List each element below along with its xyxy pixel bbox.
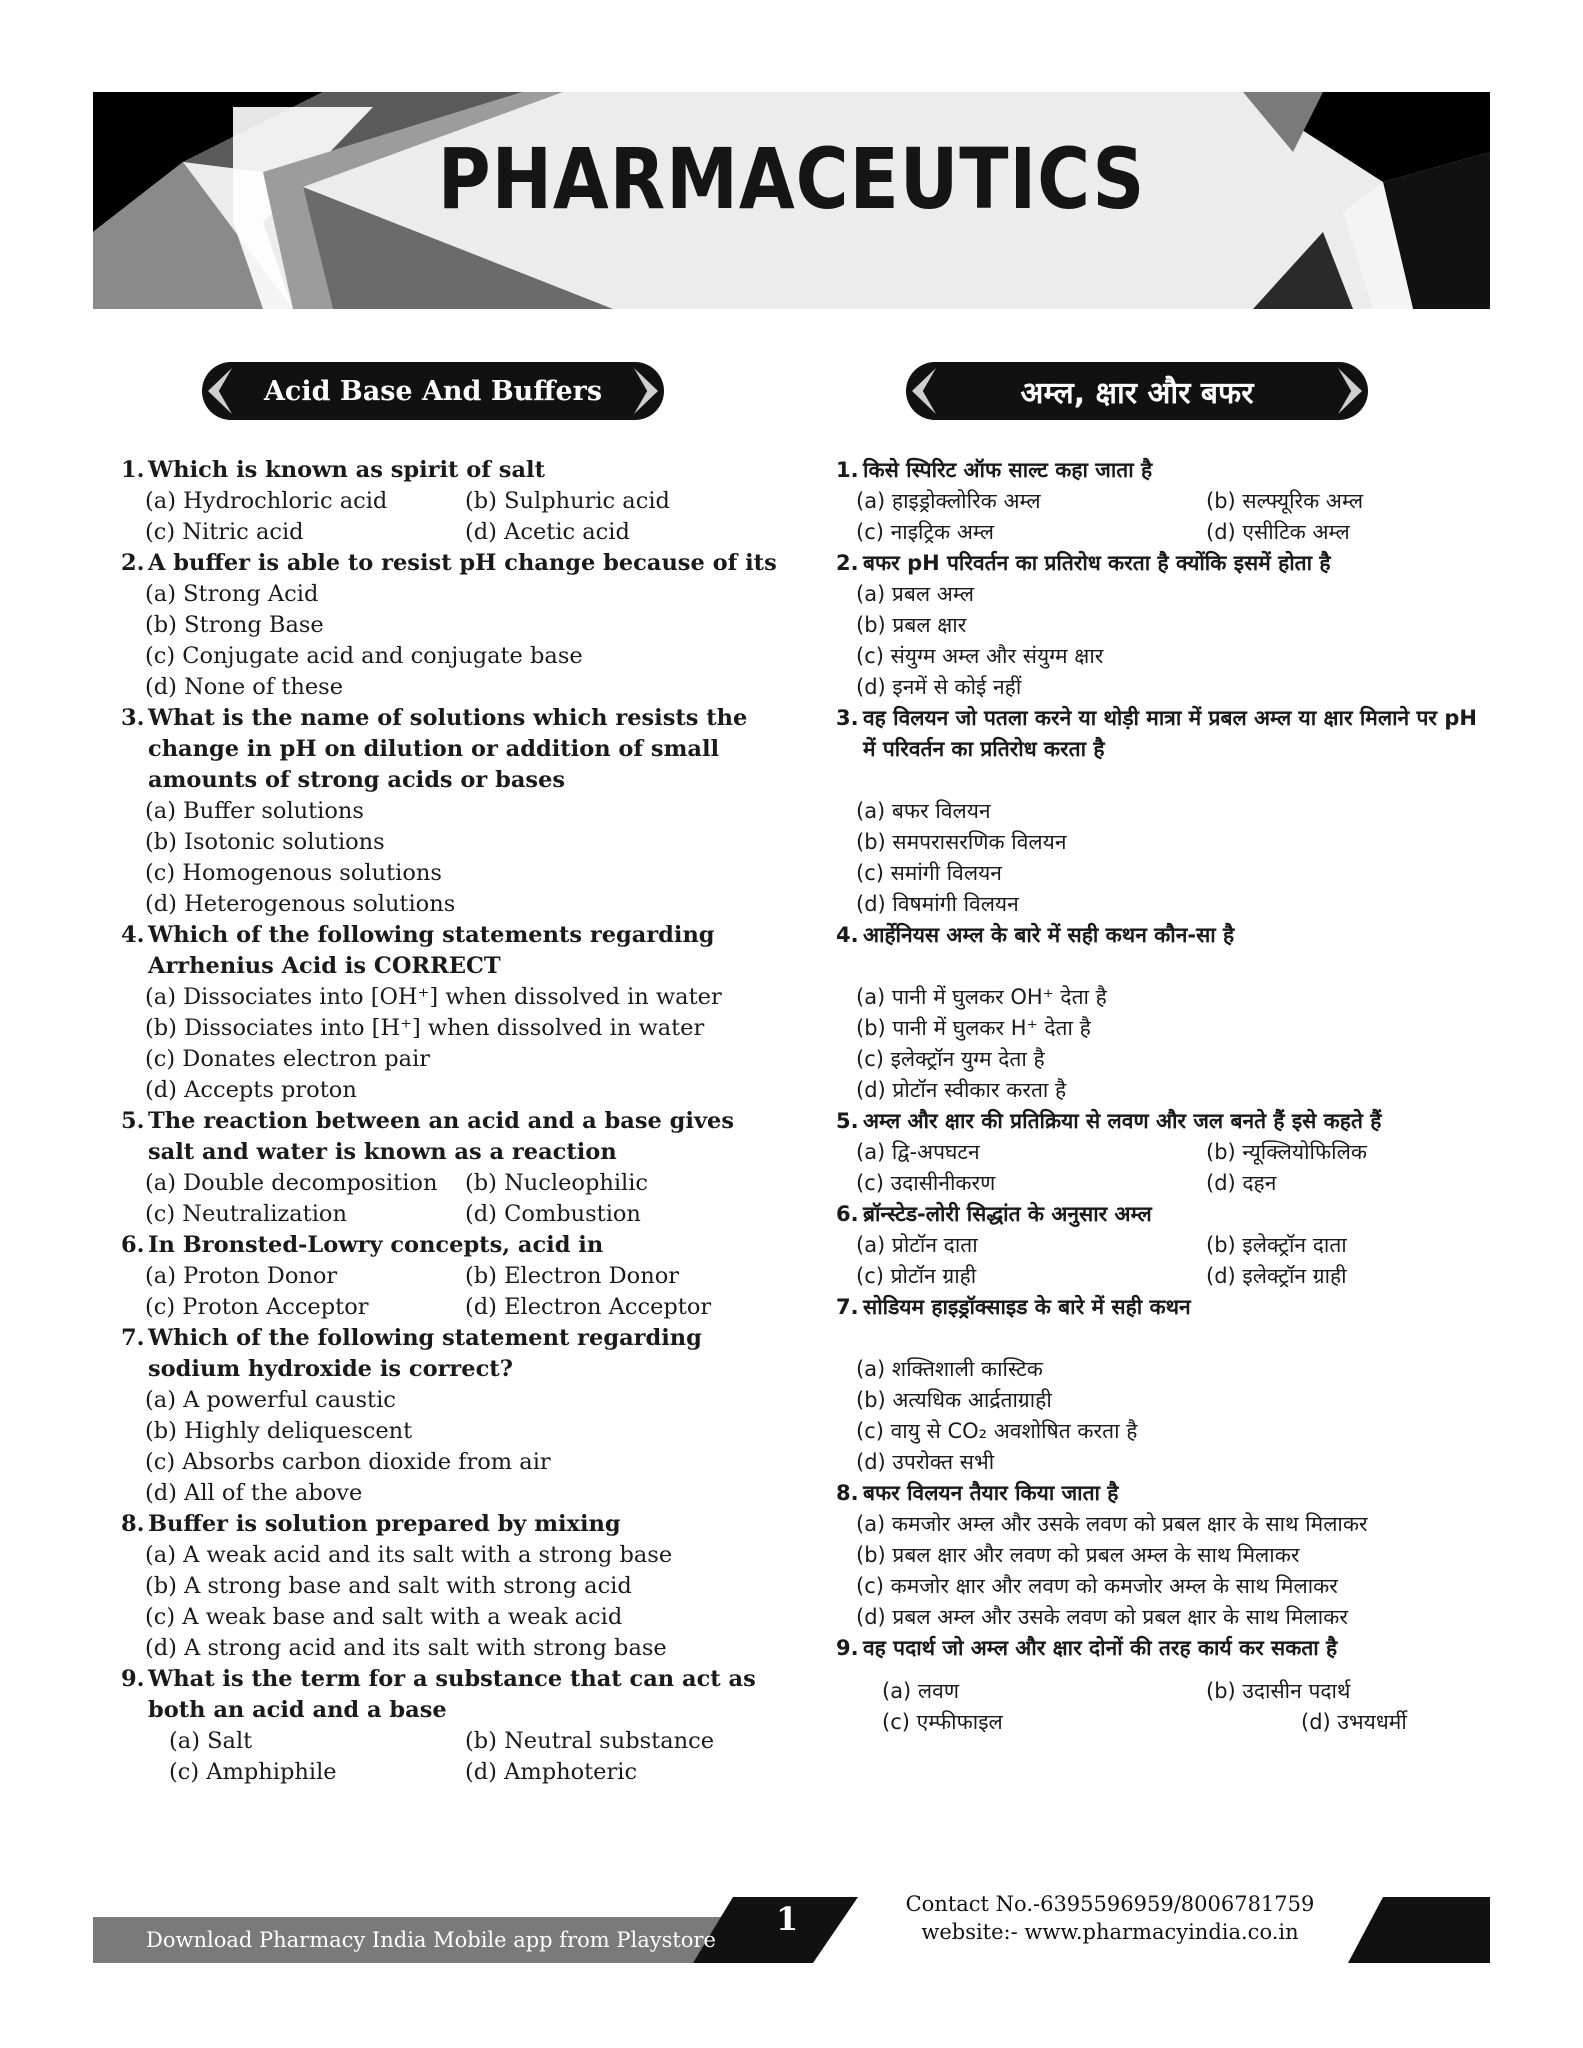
question-text: Which of the following statement regarding sodium hydroxide is correct? (148, 1325, 702, 1382)
option-a: (a) Dissociates into [OH⁺] when dissolved in water (145, 984, 722, 1010)
option-b: (b) पानी में घुलकर H⁺ देता है (856, 1016, 1091, 1040)
option-d: (d) उपरोक्त सभी (856, 1450, 995, 1474)
option-a: (a) हाइड्रोक्लोरिक अम्ल (856, 489, 1041, 513)
question-9 (121, 1664, 781, 1788)
question-9 (836, 1633, 1496, 1738)
option-a: (a) पानी में घुलकर OH⁺ देता है (856, 985, 1107, 1009)
question-5 (836, 1106, 1496, 1199)
question-text: What is the name of solutions which resists the change in pH on dilution or addition of small amounts of strong acids or bases (148, 705, 748, 793)
option-a: (a) Buffer solutions (145, 798, 364, 824)
option-a: (a) Salt (169, 1728, 253, 1754)
question-text: Buffer is solution prepared by mixing (148, 1511, 621, 1537)
options (836, 982, 1496, 1106)
arrow-right-icon (1338, 368, 1362, 414)
question-text: वह विलयन जो पतला करने या थोड़ी मात्रा में प्रबल अम्ल या क्षार मिलाने पर pH में परिवर्तन का प्रतिरोध करता है (863, 706, 1477, 761)
option-c: (c) Proton Acceptor (145, 1294, 369, 1320)
option-b: (b) अत्यधिक आर्द्रताग्राही (856, 1388, 1052, 1412)
option-a: (a) प्रोटॉन दाता (856, 1233, 978, 1257)
options (121, 1385, 781, 1509)
option-d: (d) प्रबल अम्ल और उसके लवण को प्रबल क्षार के साथ मिलाकर (856, 1605, 1348, 1629)
options (121, 1261, 781, 1323)
option-c: (c) कमजोर क्षार और लवण को कमजोर अम्ल के साथ मिलाकर (856, 1574, 1338, 1598)
option-c: (c) A weak base and salt with a weak acid (145, 1604, 623, 1630)
question-1 (121, 455, 781, 548)
section-title-hindi-text: अम्ल, क्षार और बफर (1020, 375, 1254, 411)
question-text: किसे स्पिरिट ऑफ साल्ट कहा जाता है (863, 458, 1153, 482)
option-b: (b) Electron Donor (465, 1263, 680, 1289)
question-number: 3. (121, 705, 145, 731)
option-c: (c) इलेक्ट्रॉन युग्म देता है (856, 1047, 1045, 1071)
option-a: (a) बफर विलयन (856, 799, 991, 823)
option-b: (b) Neutral substance (465, 1728, 715, 1754)
option-c: (c) Neutralization (145, 1201, 347, 1227)
options (121, 486, 781, 548)
option-b: (b) प्रबल क्षार (856, 613, 967, 637)
question-6 (121, 1230, 781, 1323)
option-b: (b) समपरासरणिक विलयन (856, 830, 1067, 854)
question-text: A buffer is able to resist pH change because of its (148, 550, 777, 576)
option-a: (a) लवण (882, 1679, 960, 1703)
question-number: 6. (121, 1232, 145, 1258)
header-banner (93, 92, 1490, 309)
question-3 (836, 703, 1496, 920)
page-title: PHARMACEUTICS (437, 130, 1146, 228)
option-a: (a) Double decomposition (145, 1170, 438, 1196)
option-b: (b) Dissociates into [H⁺] when dissolved in water (145, 1015, 705, 1041)
question-4 (836, 920, 1496, 1106)
question-number: 7. (121, 1325, 145, 1351)
website: website:- www.pharmacyindia.co.in (921, 1920, 1299, 1944)
option-d: (d) A strong acid and its salt with strong base (145, 1635, 667, 1661)
option-c: (c) वायु से CO₂ अवशोषित करता है (856, 1419, 1138, 1443)
option-d: (d) All of the above (145, 1480, 363, 1506)
option-d: (d) Combustion (465, 1201, 641, 1227)
option-d: (d) Heterogenous solutions (145, 891, 456, 917)
question-number: 8. (121, 1511, 145, 1537)
options (836, 1137, 1496, 1199)
option-b: (b) Nucleophilic (465, 1170, 649, 1196)
question-text: What is the term for a substance that can act as both an acid and a base (148, 1666, 756, 1723)
question-7 (121, 1323, 781, 1509)
option-a: (a) A powerful caustic (145, 1387, 396, 1413)
question-text: अम्ल और क्षार की प्रतिक्रिया से लवण और जल बनते हैं इसे कहते हैं (863, 1109, 1382, 1133)
question-text: The reaction between an acid and a base gives salt and water is known as a reaction (148, 1108, 735, 1165)
question-number: 2. (121, 550, 145, 576)
option-c: (c) Nitric acid (145, 519, 304, 545)
option-b: (b) सल्फ्यूरिक अम्ल (1206, 489, 1364, 513)
question-number: 1. (836, 458, 859, 482)
options (121, 1540, 781, 1664)
option-b: (b) इलेक्ट्रॉन दाता (1206, 1233, 1347, 1257)
option-c: (c) एम्फीफाइल (882, 1710, 1003, 1734)
options (121, 796, 781, 920)
options (836, 1676, 1496, 1738)
option-d: (d) Amphoteric (465, 1759, 638, 1785)
options (121, 1726, 781, 1788)
question-6 (836, 1199, 1496, 1292)
question-text: बफर विलयन तैयार किया जाता है (863, 1481, 1119, 1505)
question-3 (121, 703, 781, 920)
option-c: (c) Absorbs carbon dioxide from air (145, 1449, 551, 1475)
question-8 (121, 1509, 781, 1664)
english-questions (121, 455, 781, 1788)
question-number: 4. (836, 923, 859, 947)
option-d: (d) एसीटिक अम्ल (1206, 520, 1350, 544)
question-4 (121, 920, 781, 1106)
contact-info (885, 1890, 1335, 1946)
option-d: (d) None of these (145, 674, 344, 700)
arrow-left-icon (208, 368, 232, 414)
contact-number: Contact No.-6395596959/8006781759 (905, 1892, 1315, 1916)
question-text: आर्हेनियस अम्ल के बारे में सही कथन कौन-सा है (863, 923, 1235, 947)
option-b: (b) Highly deliquescent (145, 1418, 413, 1444)
option-d: (d) Acetic acid (465, 519, 630, 545)
option-a: (a) द्वि-अपघटन (856, 1140, 980, 1164)
option-c: (c) संयुग्म अम्ल और संयुग्म क्षार (856, 644, 1104, 668)
option-c: (c) Homogenous solutions (145, 860, 442, 886)
option-a: (a) प्रबल अम्ल (856, 582, 974, 606)
option-d: (d) उभयधर्मी (1301, 1710, 1407, 1734)
option-c: (c) उदासीनीकरण (856, 1171, 996, 1195)
arrow-left-icon (912, 368, 936, 414)
question-number: 4. (121, 922, 145, 948)
question-2 (121, 548, 781, 703)
question-text: वह पदार्थ जो अम्ल और क्षार दोनों की तरह कार्य कर सकता है (863, 1636, 1338, 1660)
question-number: 8. (836, 1481, 859, 1505)
section-title-english-text: Acid Base And Buffers (263, 375, 603, 407)
option-a: (a) कमजोर अम्ल और उसके लवण को प्रबल क्षार के साथ मिलाकर (856, 1512, 1368, 1536)
question-number: 1. (121, 457, 145, 483)
download-app-text: Download Pharmacy India Mobile app from Playstore (146, 1928, 716, 1952)
question-number: 9. (836, 1636, 859, 1660)
question-number: 9. (121, 1666, 145, 1692)
page-number: 1 (776, 1900, 799, 1938)
options (836, 1230, 1496, 1292)
question-text: In Bronsted-Lowry concepts, acid in (148, 1232, 604, 1258)
option-b: (b) उदासीन पदार्थ (1206, 1679, 1351, 1703)
question-number: 3. (836, 706, 859, 730)
option-c: (c) नाइट्रिक अम्ल (856, 520, 995, 544)
option-c: (c) Donates electron pair (145, 1046, 431, 1072)
question-7 (836, 1292, 1496, 1478)
question-1 (836, 455, 1496, 548)
options (121, 579, 781, 703)
question-number: 5. (121, 1108, 145, 1134)
options (836, 1354, 1496, 1478)
option-a: (a) Proton Donor (145, 1263, 338, 1289)
options (121, 982, 781, 1106)
option-d: (d) दहन (1206, 1171, 1277, 1195)
options (836, 579, 1496, 703)
options (836, 1509, 1496, 1633)
option-d: (d) इनमें से कोई नहीं (856, 675, 1022, 699)
section-title-english (202, 362, 664, 420)
option-a: (a) Strong Acid (145, 581, 319, 607)
option-a: (a) A weak acid and its salt with a strong base (145, 1542, 673, 1568)
option-d: (d) Accepts proton (145, 1077, 357, 1103)
option-c: (c) समांगी विलयन (856, 861, 1002, 885)
option-a: (a) शक्तिशाली कास्टिक (856, 1357, 1043, 1381)
question-8 (836, 1478, 1496, 1633)
option-c: (c) प्रोटॉन ग्राही (856, 1264, 977, 1288)
option-c: (c) Conjugate acid and conjugate base (145, 643, 583, 669)
option-b: (b) प्रबल क्षार और लवण को प्रबल अम्ल के साथ मिलाकर (856, 1543, 1300, 1567)
option-a: (a) Hydrochloric acid (145, 488, 388, 514)
options (121, 1168, 781, 1230)
arrow-right-icon (634, 368, 658, 414)
question-number: 7. (836, 1295, 859, 1319)
option-d: (d) विषमांगी विलयन (856, 892, 1019, 916)
question-number: 6. (836, 1202, 859, 1226)
question-text: Which of the following statements regarding Arrhenius Acid is CORRECT (148, 922, 715, 979)
option-b: (b) Isotonic solutions (145, 829, 385, 855)
option-d: (d) Electron Acceptor (465, 1294, 712, 1320)
option-d: (d) प्रोटॉन स्वीकार करता है (856, 1078, 1067, 1102)
question-5 (121, 1106, 781, 1230)
option-d: (d) इलेक्ट्रॉन ग्राही (1206, 1264, 1347, 1288)
question-text: ब्रॉन्स्टेड-लोरी सिद्धांत के अनुसार अम्ल (863, 1202, 1152, 1226)
option-b: (b) Sulphuric acid (465, 488, 670, 514)
option-c: (c) Amphiphile (169, 1759, 337, 1785)
section-title-hindi (906, 362, 1368, 420)
hindi-questions (836, 455, 1496, 1738)
question-2 (836, 548, 1496, 703)
options (836, 796, 1496, 920)
question-number: 2. (836, 551, 859, 575)
option-b: (b) न्यूक्लियोफिलिक (1206, 1140, 1367, 1164)
options (836, 486, 1496, 548)
question-number: 5. (836, 1109, 859, 1133)
question-text: सोडियम हाइड्रॉक्साइड के बारे में सही कथन (863, 1295, 1191, 1319)
question-text: बफर pH परिवर्तन का प्रतिरोध करता है क्योंकि इसमें होता है (863, 551, 1331, 575)
question-text: Which is known as spirit of salt (148, 457, 545, 483)
option-b: (b) Strong Base (145, 612, 324, 638)
option-b: (b) A strong base and salt with strong acid (145, 1573, 632, 1599)
